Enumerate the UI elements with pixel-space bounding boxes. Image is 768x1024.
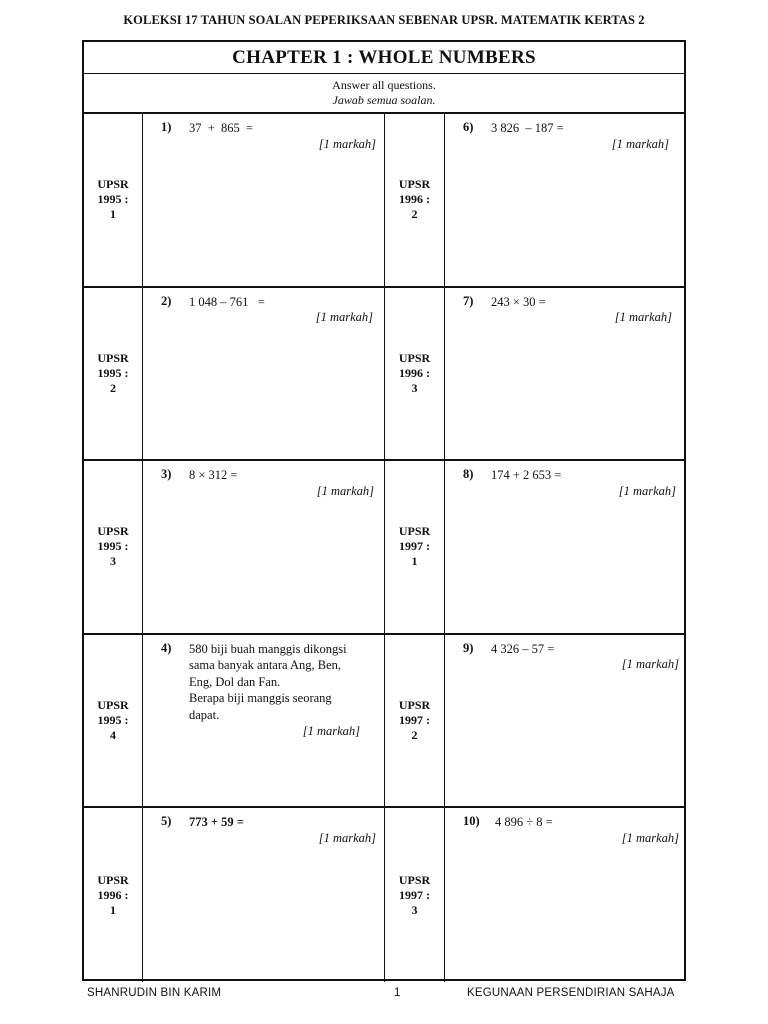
exam-source-label	[84, 808, 142, 982]
question-text-line: 1 048 – 761 =	[189, 294, 265, 309]
page-header: KOLEKSI 17 TAHUN SOALAN PEPERIKSAAN SEBENAR UPSR. MATEMATIK KERTAS 2	[123, 13, 645, 27]
question-number: 6)	[463, 120, 474, 134]
exam-source-line: 1995 :	[97, 539, 129, 554]
exam-source-label	[384, 114, 444, 286]
instruction-malay: Jawab semua soalan.	[332, 93, 436, 107]
exam-source-line: UPSR	[97, 872, 129, 887]
instruction-english: Answer all questions.	[332, 78, 436, 92]
question-text-line: 37 + 865 =	[189, 121, 254, 135]
question-cell	[444, 288, 684, 460]
question-cell	[142, 461, 384, 633]
question-number: 7)	[463, 293, 474, 308]
marks-label: [1 markah]	[614, 310, 672, 325]
question-row	[84, 114, 684, 288]
question-text	[189, 467, 237, 484]
question-text	[189, 294, 265, 311]
question-sheet	[82, 40, 686, 981]
footer-author: SHANRUDIN BIN KARIM	[87, 987, 222, 999]
exam-source-label	[84, 635, 142, 807]
exam-source-line: 1996 :	[399, 365, 430, 380]
question-number: 1)	[161, 120, 172, 134]
exam-source-label	[384, 635, 444, 807]
exam-source-text	[84, 698, 142, 743]
question-text	[491, 294, 546, 311]
exam-source-line: UPSR	[398, 177, 431, 192]
exam-source-text	[84, 177, 142, 222]
question-text-line: 3 826 – 187 =	[491, 121, 564, 135]
question-text-line: 174 + 2 653 =	[491, 468, 562, 483]
question-text-line: 243 × 30 =	[491, 294, 546, 309]
exam-source-text	[84, 524, 142, 569]
exam-source-line: 1996 :	[97, 887, 129, 902]
question-cell	[444, 461, 684, 633]
exam-source-line: 1997 :	[399, 713, 430, 728]
marks-label: [1 markah]	[621, 830, 679, 845]
footer-note: KEGUNAAN PERSENDIRIAN SAHAJA	[467, 987, 675, 999]
exam-source-label	[84, 461, 142, 633]
exam-source-line: UPSR	[97, 350, 129, 365]
question-text	[491, 120, 564, 137]
exam-source-line: 1	[110, 902, 116, 917]
exam-source-text	[385, 698, 444, 743]
question-text-line: 4 326 – 57 =	[491, 641, 555, 656]
exam-source-line: UPSR	[398, 350, 431, 365]
chapter-title: CHAPTER 1 : WHOLE NUMBERS	[84, 42, 684, 74]
question-number: 10)	[463, 814, 480, 829]
exam-source-line: 1995 :	[97, 713, 129, 728]
exam-source-text	[84, 873, 142, 918]
exam-source-line: 1995 :	[97, 365, 129, 380]
question-cell	[142, 288, 384, 460]
exam-source-line: 1	[411, 554, 418, 569]
exam-source-line: 3	[411, 380, 418, 395]
exam-source-label	[384, 808, 444, 982]
question-text-line: 580 biji buah manggis dikongsi	[189, 641, 347, 656]
exam-source-text	[84, 351, 142, 396]
exam-source-label	[384, 288, 444, 460]
exam-source-line: UPSR	[97, 177, 129, 192]
exam-source-text	[385, 351, 444, 396]
question-number: 5)	[161, 814, 172, 829]
exam-source-line: 3	[110, 554, 116, 569]
question-text	[495, 814, 553, 831]
exam-source-line: UPSR	[97, 524, 129, 539]
question-text-line: dapat.	[189, 707, 220, 722]
question-cell	[444, 808, 684, 982]
question-text-line: 8 × 312 =	[189, 468, 238, 483]
question-number: 4)	[161, 640, 172, 655]
question-text	[189, 814, 244, 831]
marks-label: [1 markah]	[316, 483, 374, 498]
exam-source-line: UPSR	[398, 698, 431, 713]
footer-page-number: 1	[394, 987, 401, 999]
question-text	[491, 467, 561, 484]
exam-source-line: 4	[110, 728, 116, 743]
question-text-line: Berapa biji manggis seorang	[189, 691, 332, 706]
question-cell	[444, 635, 684, 807]
question-text-line: sama banyak antara Ang, Ben,	[189, 658, 342, 673]
marks-label: [1 markah]	[618, 483, 676, 498]
question-row	[84, 808, 684, 982]
question-cell	[142, 808, 384, 982]
exam-source-label	[84, 288, 142, 460]
question-number: 2)	[161, 293, 172, 308]
question-text-line: Eng, Dol dan Fan.	[189, 674, 281, 689]
question-row	[84, 461, 684, 635]
question-text	[491, 641, 554, 658]
marks-label: [1 markah]	[621, 657, 679, 672]
exam-source-label	[384, 461, 444, 633]
question-text	[189, 641, 347, 724]
marks-label: [1 markah]	[315, 310, 373, 325]
exam-source-line: 1	[110, 207, 116, 222]
question-number: 9)	[463, 640, 474, 655]
exam-source-line: 2	[411, 207, 418, 222]
question-number: 8)	[463, 467, 474, 482]
exam-source-text	[385, 524, 444, 569]
question-cell	[142, 635, 384, 807]
exam-source-line: 2	[110, 380, 116, 395]
exam-source-line: UPSR	[97, 698, 129, 713]
exam-source-text	[385, 177, 444, 222]
exam-source-line: 1996 :	[399, 192, 430, 207]
exam-source-line: UPSR	[398, 524, 431, 539]
question-cell	[444, 114, 684, 286]
marks-label: [1 markah]	[318, 830, 376, 845]
question-text	[189, 120, 253, 137]
exam-source-line: 1997 :	[399, 887, 430, 902]
question-text-line: 773 + 59 =	[189, 815, 244, 830]
question-row	[84, 635, 684, 809]
instructions	[84, 74, 684, 114]
question-row	[84, 288, 684, 462]
question-cell	[142, 114, 384, 286]
exam-source-line: 1997 :	[399, 539, 430, 554]
exam-source-text	[385, 873, 444, 918]
exam-source-line: UPSR	[398, 872, 431, 887]
marks-label: [1 markah]	[318, 136, 376, 151]
exam-source-label	[84, 114, 142, 286]
exam-source-line: 2	[411, 728, 418, 743]
marks-label: [1 markah]	[611, 136, 669, 151]
marks-label: [1 markah]	[302, 724, 360, 739]
exam-source-line: 3	[411, 902, 418, 917]
question-number: 3)	[161, 467, 172, 482]
exam-source-line: 1995 :	[97, 192, 129, 207]
question-text-line: 4 896 ÷ 8 =	[495, 815, 553, 830]
